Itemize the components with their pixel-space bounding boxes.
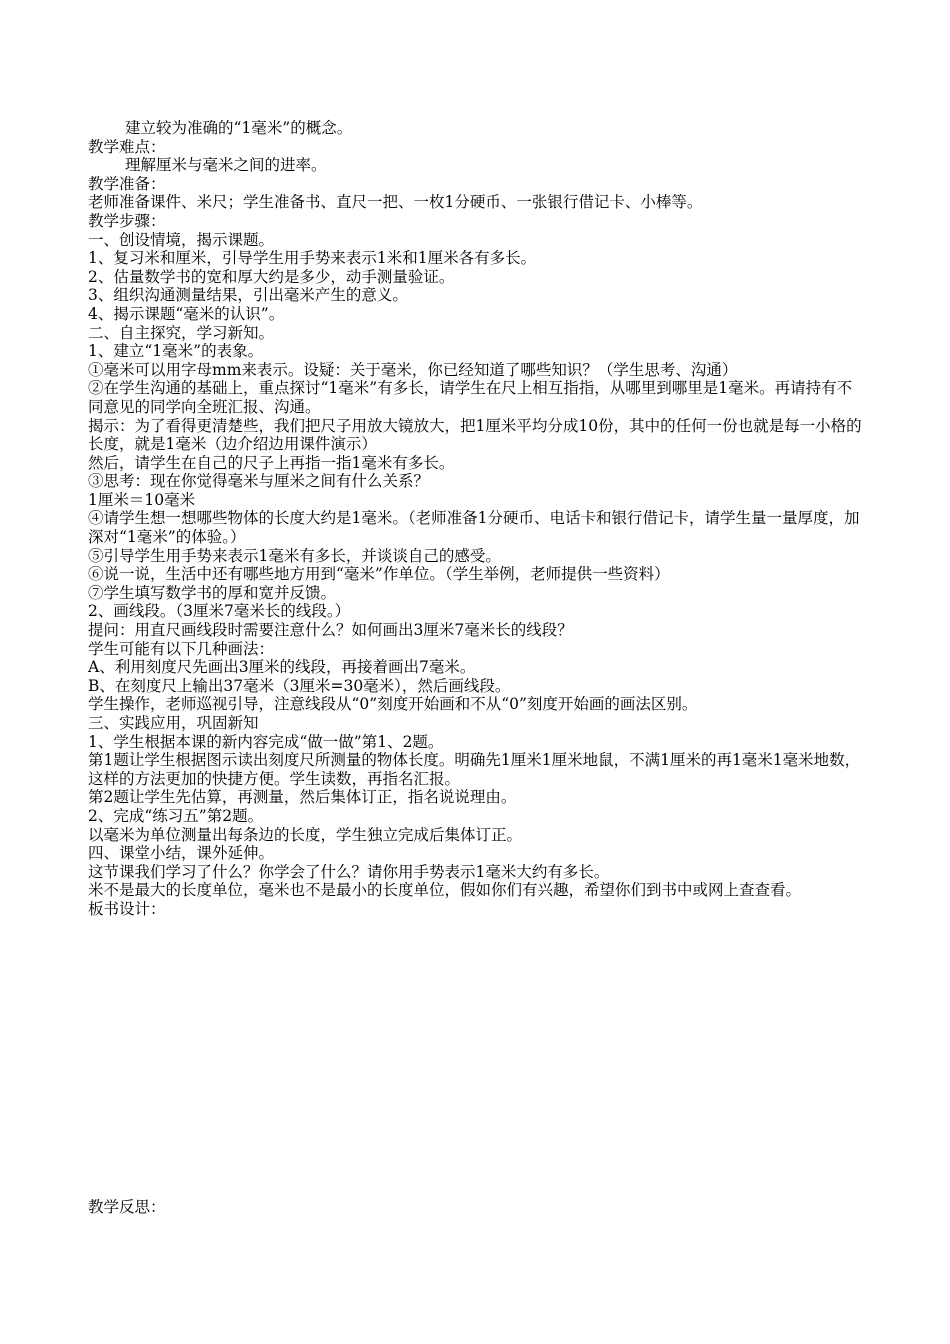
document-line: B、在刻度尺上输出37毫米（3厘米=30毫米），然后画线段。 <box>88 676 511 695</box>
document-line: 揭示：为了看得更清楚些，我们把尺子用放大镜放大，把1厘米平均分成10份，其中的任何一份也就是每一小格的长度，就是1毫米（边介绍边用课件演示） <box>88 416 862 454</box>
document-line: 学生可能有以下几种画法： <box>88 639 275 658</box>
document-line: ③思考：现在你觉得毫米与厘米之间有什么关系？ <box>88 472 430 491</box>
document-line: 4、揭示课题“毫米的认识”。 <box>88 304 285 323</box>
document-line: 1、学生根据本课的新内容完成“做一做”第1、2题。 <box>88 732 444 751</box>
document-line: 建立较为准确的“1毫米”的概念。 <box>125 119 353 137</box>
document-line: 米不是最大的长度单位，毫米也不是最小的长度单位，假如你们有兴趣，希望你们到书中或网上查查看。 <box>88 881 802 900</box>
document-line: 理解厘米与毫米之间的进率。 <box>125 156 327 175</box>
document-line: 提问：用直尺画线段时需要注意什么？如何画出3厘米7毫米长的线段？ <box>88 621 573 640</box>
document-line: 板书设计： <box>88 899 166 918</box>
document-line: 教学难点： <box>88 137 166 156</box>
document-line: 老师准备课件、米尺；学生准备书、直尺一把、一枚1分硬币、一张银行借记卡、小棒等。 <box>88 193 703 212</box>
document-line: 以毫米为单位测量出每条边的长度，学生独立完成后集体订正。 <box>88 825 523 844</box>
document-line: 第1题让学生根据图示读出刻度尺所测量的物体长度。明确先1厘米1厘米地鼠，不满1厘米的再1毫米1毫米地数，这样的方法更加的快捷方便。学生读数，再指名汇报。 <box>88 751 861 788</box>
document-line: 1、建立“1毫米”的表象。 <box>88 342 264 361</box>
document-body <box>88 119 866 919</box>
teaching-reflection-label: 教学反思： <box>88 1198 166 1216</box>
document-line: ①毫米可以用字母mm来表示。设疑：关于毫米，你已经知道了哪些知识？（学生思考、沟通） <box>88 360 738 379</box>
document-line: 然后，请学生在自己的尺子上再指一指1毫米有多长。 <box>88 453 455 472</box>
document-line: 这节课我们学习了什么？你学会了什么？请你用手势表示1毫米大约有多长。 <box>88 862 610 881</box>
document-line: 1厘米＝10毫米 <box>88 490 196 509</box>
document-line: 第2题让学生先估算，再测量，然后集体订正，指名说说理由。 <box>88 788 517 807</box>
document-line: ②在学生沟通的基础上，重点探讨“1毫米”有多长，请学生在尺上相互指指，从哪里到哪里是1毫米。再请持有不同意见的同学向全班汇报、沟通。 <box>88 379 853 416</box>
document-line: 2、画线段。（3厘米7毫米长的线段。） <box>88 602 351 621</box>
document-line: ⑦学生填写数学书的厚和宽并反馈。 <box>88 583 337 602</box>
document-line: 教学步骤： <box>88 211 166 230</box>
document-line: ⑤引导学生用手势来表示1毫米有多长，并谈谈自己的感受。 <box>88 546 501 565</box>
document-line: 三、实践应用，巩固新知 <box>88 714 259 732</box>
document-line: 学生操作，老师巡视引导，注意线段从“0”刻度开始画和不从“0”刻度开始画的画法区别。 <box>88 695 698 714</box>
document-line: 1、复习米和厘米，引导学生用手势来表示1米和1厘米各有多长。 <box>88 249 537 268</box>
document-line: 3、组织沟通测量结果，引出毫米产生的意义。 <box>88 286 408 305</box>
document-line: 四、课堂小结，课外延伸。 <box>88 844 275 863</box>
document-line: A、利用刻度尺先画出3厘米的线段，再接着画出7毫米。 <box>88 658 476 677</box>
document-line: 2、完成“练习五”第2题。 <box>88 806 264 825</box>
document-line: 教学准备： <box>88 174 166 193</box>
document-line: ⑥说一说，生活中还有哪些地方用到“毫米”作单位。（学生举例，老师提供一些资料） <box>88 565 670 584</box>
document-line: 二、自主探究，学习新知。 <box>88 323 275 342</box>
document-line: 2、估量数学书的宽和厚大约是多少，动手测量验证。 <box>88 267 455 286</box>
document-line: 一、创设情境，揭示课题。 <box>88 230 275 249</box>
document-line: ④请学生想一想哪些物体的长度大约是1毫米。（老师准备1分硬币、电话卡和银行借记卡，请学生量一量厚度，加深对“1毫米”的体验。） <box>88 509 860 547</box>
